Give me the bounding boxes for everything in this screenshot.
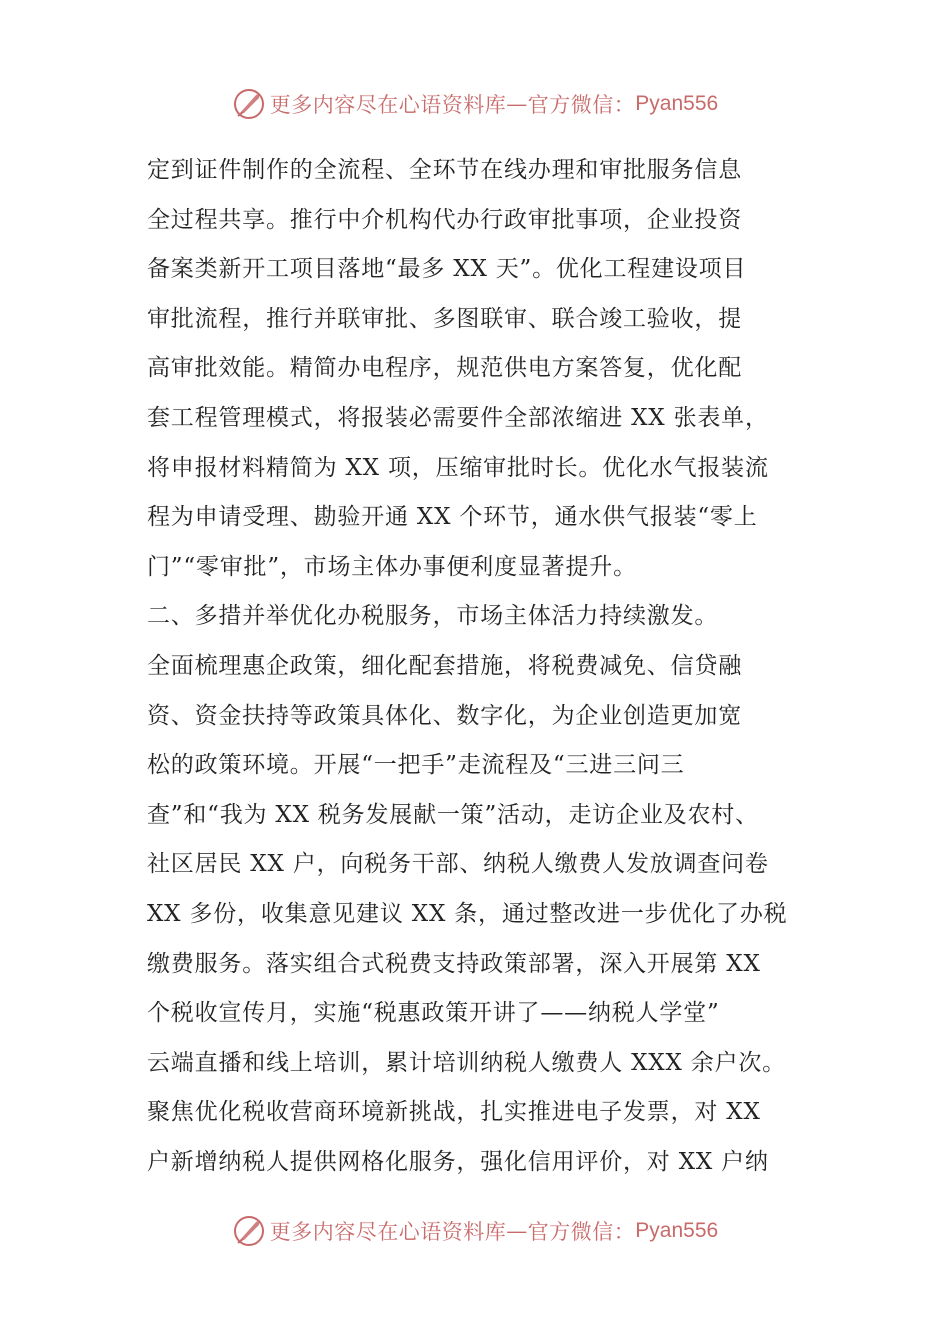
body-line: 缴费服务。落实组合式税费支持政策部署，深入开展第 XX [147, 950, 761, 977]
watermark-wechat-id: Pyan556 [635, 1219, 719, 1242]
body-line: 松的政策环境。开展“一把手”走流程及“三进三问三 [147, 752, 685, 779]
body-line: 门”“零审批”，市场主体办事便利度显著提升。 [147, 553, 637, 580]
body-line: 资、资金扶持等政策具体化、数字化，为企业创造更加宽 [147, 702, 742, 729]
body-line: 户新增纳税人提供网格化服务，强化信用评价，对 XX 户纳 [147, 1148, 769, 1175]
body-line: 全过程共享。推行中介机构代办行政审批事项，企业投资 [147, 206, 742, 233]
body-line: 定到证件制作的全流程、全环节在线办理和审批服务信息 [147, 157, 742, 183]
section-heading: 二、多措并举优化办税服务，市场主体活力持续激发。 [147, 603, 719, 630]
quill-logo-icon [232, 1214, 266, 1248]
body-line: 将申报材料精简为 XX 项，压缩审批时长。优化水气报装流 [147, 454, 769, 481]
body-line: 个税收宣传月，实施“税惠政策开讲了——纳税人学堂” [147, 1000, 720, 1027]
watermark-separator: — [506, 92, 528, 116]
body-line: 查”和“我为 XX 税务发展献一策”活动，走访企业及农村、 [147, 801, 759, 828]
body-line: 云端直播和线上培训，累计培训纳税人缴费人 XXX 余户次。 [147, 1049, 786, 1076]
body-line: 套工程管理模式，将报装必需要件全部浓缩进 XX 张表单， [147, 404, 769, 431]
body-line: 全面梳理惠企政策，细化配套措施，将税费减免、信贷融 [147, 652, 742, 679]
quill-logo-icon [232, 87, 266, 121]
body-line: 备案类新开工项目落地“最多 XX 天”。优化工程建设项目 [147, 256, 747, 283]
body-line: 聚焦优化税收营商环境新挑战，扎实推进电子发票，对 XX [147, 1099, 761, 1126]
watermark-wechat-label: 官方微信： [527, 1220, 636, 1244]
body-line: XX 多份，收集意见建议 XX 条，通过整改进一步优化了办税 [147, 900, 788, 927]
body-line: 高审批效能。精简办电程序，规范供电方案答复，优化配 [147, 355, 742, 382]
watermark-separator: — [506, 1219, 528, 1243]
body-line: 审批流程，推行并联审批、多图联审、联合竣工验收，提 [147, 305, 742, 332]
watermark-brand: 更多内容尽在心语资料库 [269, 93, 507, 117]
header-watermark [0, 84, 950, 124]
watermark-wechat-label: 官方微信： [527, 93, 636, 117]
body-line: 社区居民 XX 户，向税务干部、纳税人缴费人发放调查问卷 [147, 851, 769, 878]
watermark-wechat-id: Pyan556 [635, 92, 719, 115]
watermark-brand: 更多内容尽在心语资料库 [269, 1220, 507, 1244]
body-line: 程为申请受理、勘验开通 XX 个环节，通水供气报装“零上 [147, 504, 758, 531]
document-body [147, 146, 827, 1187]
footer-watermark [0, 1211, 950, 1251]
